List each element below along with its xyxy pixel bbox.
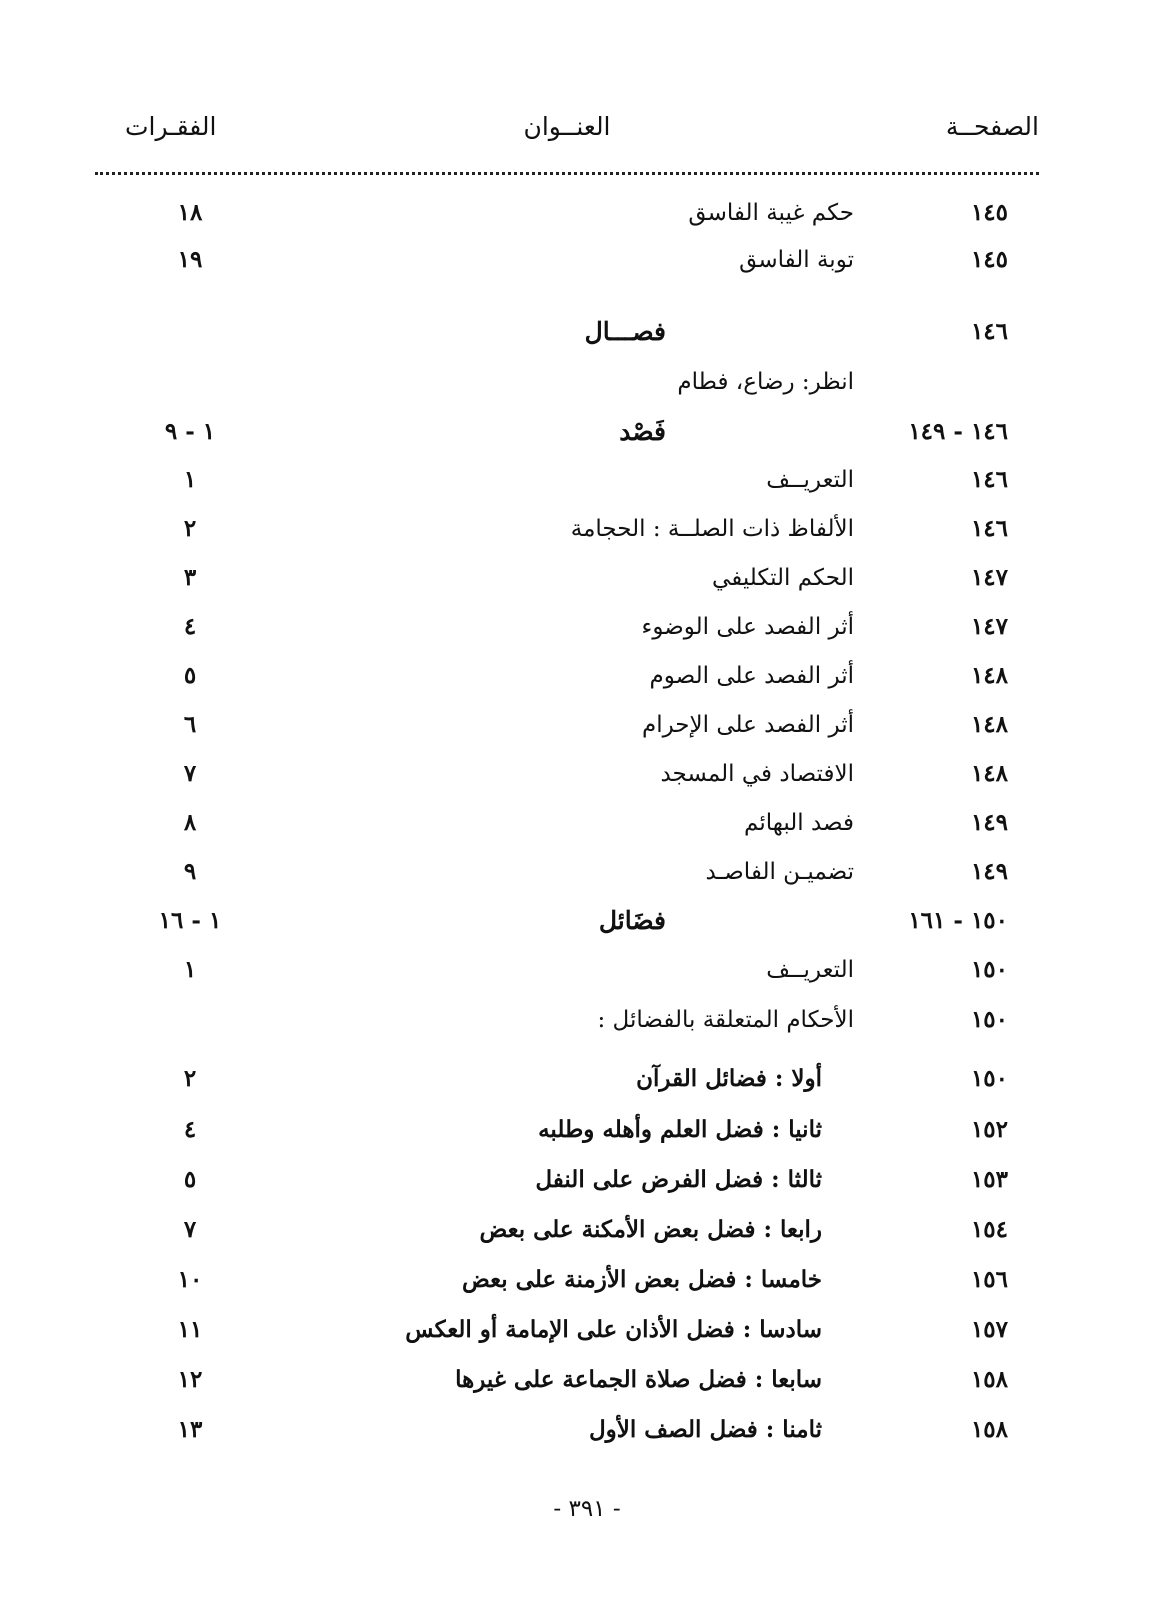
row-title: فصد البهائم [744, 810, 854, 836]
row-paragraphs: ١ - ١٦ [158, 907, 222, 934]
row-page: ١٤٦ [970, 515, 1008, 542]
row-title: رابعا : فضل بعض الأمكنة على بعض [479, 1216, 822, 1243]
row-title: التعريــف [766, 957, 854, 983]
toc-row [0, 1410, 1174, 1450]
table-header [95, 112, 1039, 156]
row-title: ثانيا : فضل العلم وأهله وطلبه [538, 1116, 822, 1143]
row-page: ١٤٦ - ١٤٩ [908, 418, 1008, 445]
row-title: انظر: رضاع، فطام [677, 369, 854, 395]
toc-row [0, 1000, 1174, 1040]
toc-row [0, 950, 1174, 990]
row-title: التعريــف [766, 467, 854, 493]
row-page: ١٥٠ - ١٦١ [908, 907, 1008, 934]
row-title: فصـــال [584, 317, 666, 346]
row-title: خامسا : فضل بعض الأزمنة على بعض [461, 1266, 822, 1293]
row-page: ١٤٥ [970, 199, 1008, 226]
row-paragraphs: ٢ [183, 1065, 197, 1092]
row-page: ١٥٤ [970, 1216, 1008, 1243]
row-page: ١٥٦ [970, 1266, 1008, 1293]
row-page: ١٤٦ [970, 466, 1008, 493]
row-page: ١٥٢ [970, 1116, 1008, 1143]
row-title: فضَائل [598, 906, 666, 935]
row-title: ثالثا : فضل الفرض على النفل [535, 1166, 822, 1193]
row-page: ١٥٧ [970, 1316, 1008, 1343]
toc-row [0, 803, 1174, 843]
row-page: ١٤٩ [970, 809, 1008, 836]
dotted-divider [95, 172, 1039, 175]
row-paragraphs: ٦ [183, 711, 197, 738]
row-title: سابعا : فضل صلاة الجماعة على غيرها [455, 1366, 822, 1393]
row-page: ١٤٩ [970, 858, 1008, 885]
row-page: ١٥٣ [970, 1166, 1008, 1193]
row-paragraphs: ٥ [183, 1166, 197, 1193]
row-paragraphs: ١ [183, 956, 197, 983]
toc-row [0, 558, 1174, 598]
toc-row [0, 460, 1174, 500]
toc-row [0, 754, 1174, 794]
row-page: ١٥٠ [970, 1006, 1008, 1033]
row-paragraphs: ١٠ [177, 1266, 203, 1293]
row-title: الحكم التكليفي [712, 565, 854, 591]
row-page: ١٤٨ [970, 711, 1008, 738]
row-page: ١٤٨ [970, 662, 1008, 689]
toc-row [0, 1260, 1174, 1300]
toc-row [0, 901, 1174, 941]
row-paragraphs: ٩ [183, 858, 197, 885]
row-paragraphs: ١٩ [177, 246, 203, 273]
row-page: ١٤٥ [970, 246, 1008, 273]
row-title: أولا : فضائل القرآن [636, 1065, 822, 1092]
row-page: ١٤٦ [970, 318, 1008, 345]
toc-row [0, 1110, 1174, 1150]
row-title: تضميـن الفاصـد [705, 859, 854, 885]
row-page: ١٤٨ [970, 760, 1008, 787]
row-paragraphs: ٤ [183, 613, 197, 640]
toc-row [0, 1059, 1174, 1099]
row-title: أثر الفصد على الصوم [649, 663, 854, 689]
row-title: توبة الفاسق [739, 247, 854, 273]
row-paragraphs: ١ [183, 466, 197, 493]
header-page-column: الصفحــة [945, 112, 1039, 141]
row-title: الألفاظ ذات الصلــة : الحجامة [570, 516, 854, 542]
toc-row [0, 1210, 1174, 1250]
row-title: أثر الفصد على الإحرام [641, 712, 854, 738]
row-paragraphs: ٤ [183, 1116, 197, 1143]
page-number: - ٣٩١ - [553, 1496, 621, 1522]
row-title: الافتصاد في المسجد [660, 761, 854, 787]
row-title: حكم غيبة الفاسق [688, 200, 854, 226]
row-paragraphs: ٥ [183, 662, 197, 689]
toc-row [0, 1310, 1174, 1350]
toc-row [0, 852, 1174, 892]
row-title: سادسا : فضل الأذان على الإمامة أو العكس [405, 1316, 822, 1343]
row-paragraphs: ٢ [183, 515, 197, 542]
header-paragraphs-column: الفقـرات [125, 112, 217, 141]
toc-row [0, 1160, 1174, 1200]
row-paragraphs: ١ - ٩ [164, 418, 216, 445]
toc-row [0, 362, 1174, 402]
row-title: فَصْد [619, 417, 666, 446]
toc-row [0, 193, 1174, 233]
row-page: ١٥٠ [970, 956, 1008, 983]
row-title: ثامنا : فضل الصف الأول [588, 1416, 822, 1443]
row-page: ١٥٨ [970, 1366, 1008, 1393]
toc-row [0, 607, 1174, 647]
toc-row [0, 1360, 1174, 1400]
toc-row [0, 656, 1174, 696]
row-paragraphs: ١١ [177, 1316, 203, 1343]
row-title: أثر الفصد على الوضوء [641, 614, 854, 640]
row-paragraphs: ٨ [183, 809, 197, 836]
row-page: ١٤٧ [970, 613, 1008, 640]
toc-row [0, 412, 1174, 452]
header-title-column: العنــوان [523, 112, 611, 141]
row-paragraphs: ١٢ [177, 1366, 203, 1393]
row-title: الأحكام المتعلقة بالفضائل : [597, 1007, 854, 1033]
row-paragraphs: ٣ [183, 564, 197, 591]
row-paragraphs: ٧ [183, 1216, 197, 1243]
row-paragraphs: ١٨ [177, 199, 203, 226]
toc-row [0, 312, 1174, 352]
row-paragraphs: ١٣ [177, 1416, 203, 1443]
row-page: ١٥٨ [970, 1416, 1008, 1443]
toc-row [0, 509, 1174, 549]
row-paragraphs: ٧ [183, 760, 197, 787]
row-page: ١٥٠ [970, 1065, 1008, 1092]
row-page: ١٤٧ [970, 564, 1008, 591]
toc-row [0, 240, 1174, 280]
toc-row [0, 705, 1174, 745]
